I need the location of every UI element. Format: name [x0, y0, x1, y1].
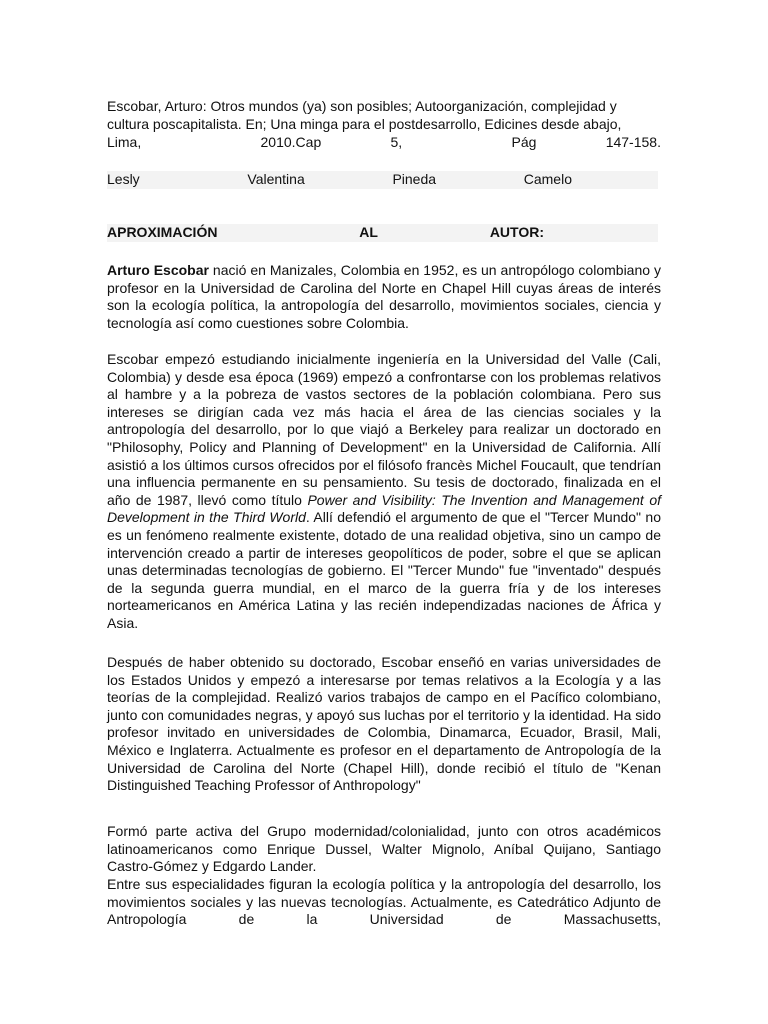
paragraph-1-text: nació en Manizales, Colombia en 1952, es un antropólogo colombiano y profesor en la Universidad de Carolina del Norte en Chapel Hill cuyas áreas de interés son la ecología política, la antropología del desarrollo, movimientos sociales, ciencia y tecnología así como cuestiones sobre Colombia.	[107, 262, 661, 331]
paragraph-4: Formó parte activa del Grupo modernidad/colonialidad, junto con otros académicos latinoamericanos como Enrique Dussel, Walter Mignolo, Aníbal Quijano, Santiago Castro-Gómez y Edgardo Lander.	[107, 823, 661, 875]
paragraph-2-text-before: Escobar empezó estudiando inicialmente ingeniería en la Universidad del Valle (Cali, Colombia) y desde esa época (1969) empezó a confrontarse con los problemas relativos al hambre y a la pobreza de vastos sectores de la población colombiana. Pero sus intereses se dirigían cada vez más hacia el área de las ciencias sociales y la antropología del desarrollo, por lo que viajó a Berkeley para realizar un doctorado en "Philosophy, Policy and Planning of Development" en la Universidad de California. Allí asistió a los últimos cursos ofrecidos por el filósofo francès Michel Foucault, que tendrían una influencia permanente en su pensamiento. Su tesis de doctorado, finalizada en el año de 1987, llevó como título	[107, 351, 661, 508]
citation-place: Lima,	[107, 134, 142, 150]
author-middle-name: Valentina	[247, 171, 305, 187]
author-surname-1: Pineda	[392, 171, 437, 187]
heading-word-1: APROXIMACIÓN	[107, 224, 218, 240]
author-first-name: Lesly	[107, 171, 140, 187]
paragraph-2	[107, 351, 661, 633]
author-line	[107, 171, 658, 189]
citation-chapter-number: 5,	[390, 134, 403, 150]
paragraph-3: Después de haber obtenido su doctorado, Escobar enseñó en varias universidades de los Estados Unidos y empezó a interesarse por temas relativos a la Ecología y a las teorías de la complejidad. Realizó varios trabajos de campo en el Pacífico colombiano, junto con comunidades negras, y apoyó sus luchas por el territorio y la identidad. Ha sido profesor invitado en universidades de Colombia, Dinamarca, Ecuador, Brasil, Mali, México e Inglaterra. Actualmente es profesor en el departamento de Antropología de la Universidad de Carolina del Norte (Chapel Hill), donde recibió el título de "Kenan Distinguished Teaching Professor of Anthropology"	[107, 654, 661, 794]
author-surname-2: Camelo	[523, 171, 572, 187]
citation-line-3	[107, 134, 661, 152]
citation-line-1: Escobar, Arturo: Otros mundos (ya) son posibles; Autoorganización, complejidad y	[107, 98, 617, 114]
citation-line-2: cultura poscapitalista. En; Una minga para el postdesarrollo, Edicines desde abajo,	[107, 116, 622, 132]
paragraph-1	[107, 262, 661, 332]
paragraph-2-text-after: . Allí defendió el argumento de que el "Tercer Mundo" no es un fenómeno realmente existente, dotado de una realidad objetiva, sino un campo de intervención creado a partir de intereses geopolíticos de poder, sobre el que se aplican unas determinadas tecnologías de gobierno. El "Tercer Mundo" fue "inventado" después de la segunda guerra mundial, en el marco de la guerra fría y de los intereses norteamericanos en América Latina y las recién independizadas naciones de África y Asia.	[107, 509, 661, 631]
citation-page-label: Pág	[511, 134, 537, 150]
thesis-title: Power and Visibility: The Invention and Management of Development in the Third World	[107, 491, 662, 526]
section-heading	[107, 224, 658, 242]
heading-word-3: AUTOR:	[489, 224, 544, 240]
citation-year-chapter: 2010.Cap	[260, 134, 322, 150]
citation-page-range: 147-158.	[605, 134, 661, 150]
heading-word-2: AL	[359, 224, 378, 240]
author-name-bold: Arturo Escobar	[107, 262, 209, 278]
paragraph-5: Entre sus especialidades figuran la ecología política y la antropología del desarrollo, los movimientos sociales y las nuevas tecnologías. Actualmente, es Catedrático Adjunto de Antropología de la Universidad de Massachusetts,	[107, 876, 661, 928]
